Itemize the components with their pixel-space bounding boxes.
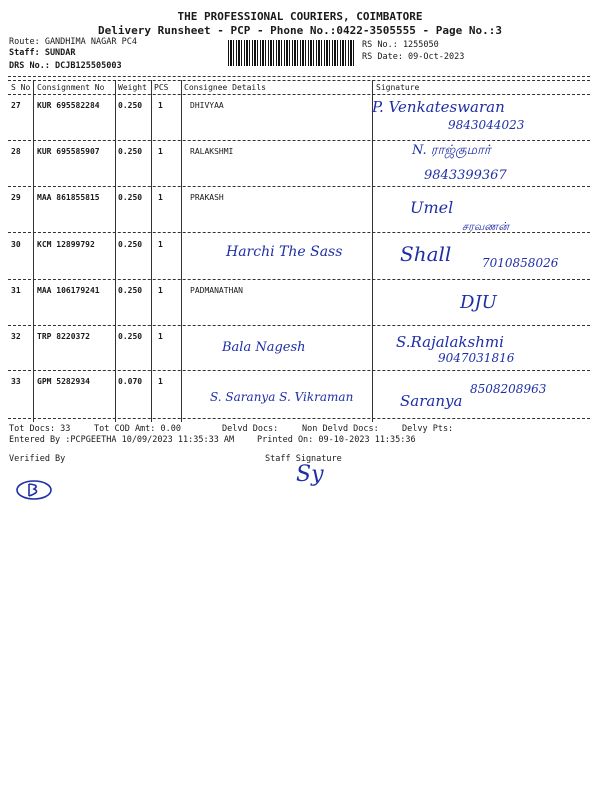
receiver-name-handwriting: Bala Nagesh — [222, 340, 306, 355]
rule-line — [8, 76, 590, 77]
col-signature: Signature — [376, 83, 420, 92]
rule-line — [8, 80, 590, 81]
col-weight: Weight — [118, 83, 147, 92]
col-consignee: Consignee Details — [184, 83, 266, 92]
document-title: THE PROFESSIONAL COURIERS, COIMBATORE — [177, 10, 423, 23]
col-sno: S No — [11, 83, 31, 92]
cell-consignment: MAA 861855815 — [37, 193, 100, 202]
cell-consignment: GPM 5282934 — [37, 377, 90, 386]
row-divider — [8, 279, 590, 280]
signature-handwriting: Umel — [410, 198, 454, 217]
cell-sno: 28 — [11, 147, 21, 156]
cell-sno: 30 — [11, 240, 21, 249]
non-delivered-docs: Non Delvd Docs: — [302, 424, 379, 434]
signature-phone: 7010858026 — [482, 256, 559, 270]
verified-by-label: Verified By — [9, 454, 66, 464]
drs-number: DRS No.: DCJB125505003 — [9, 61, 122, 71]
cell-sno: 32 — [11, 332, 21, 341]
cell-consignment: KCM 12899792 — [37, 240, 95, 249]
total-docs: Tot Docs: 33 — [9, 424, 71, 434]
signature-phone: 9843044023 — [448, 118, 525, 132]
total-cod-amount: Tot COD Amt: 0.00 — [94, 424, 181, 434]
entered-by: Entered By :PCPGEETHA 10/09/2023 11:35:33 AM — [9, 435, 235, 445]
col-pcs: PCS — [154, 83, 169, 92]
cell-consignee: PRAKASH — [190, 193, 224, 202]
cell-sno: 33 — [11, 377, 21, 386]
signature-handwriting: Saranya — [400, 392, 463, 410]
receiver-name-handwriting: S. Saranya S. Vikraman — [210, 390, 354, 404]
cell-pcs: 1 — [158, 240, 163, 249]
staff-label: Staff: SUNDAR — [9, 48, 76, 58]
signature-handwriting: P. Venkateswaran — [372, 98, 505, 116]
row-divider — [8, 140, 590, 141]
cell-consignment: MAA 106179241 — [37, 286, 100, 295]
cell-sno: 29 — [11, 193, 21, 202]
cell-consignment: KUR 695585907 — [37, 147, 100, 156]
cell-weight: 0.070 — [118, 377, 143, 386]
signature-handwriting: N. ராஜ்குமார் — [412, 143, 491, 158]
signature-handwriting: S.Rajalakshmi — [396, 333, 504, 351]
cell-pcs: 1 — [158, 193, 163, 202]
cell-weight: 0.250 — [118, 332, 143, 341]
cell-consignment: KUR 695582284 — [37, 101, 100, 110]
rule-line — [8, 94, 590, 95]
document-subtitle: Delivery Runsheet - PCP - Phone No.:0422-3505555 - Page No.:3 — [98, 24, 502, 37]
staff-signature-handwriting: Sy — [296, 462, 324, 487]
row-divider — [8, 232, 590, 233]
row-divider — [8, 418, 590, 419]
cell-consignment: TRP 8220372 — [37, 332, 90, 341]
row-divider — [8, 370, 590, 371]
cell-consignee: DHIVYAA — [190, 101, 224, 110]
route-label: Route: GANDHIMA NAGAR PC4 — [9, 37, 137, 47]
signature-phone: 9047031816 — [438, 351, 515, 365]
signature-phone: 8508208963 — [470, 382, 547, 396]
barcode — [228, 40, 356, 66]
rs-number: RS No.: 1255050 — [362, 40, 439, 50]
signature-handwriting: Shall — [400, 242, 452, 266]
delivered-docs: Delvd Docs: — [222, 424, 279, 434]
verified-stamp-icon — [14, 478, 54, 502]
cell-weight: 0.250 — [118, 147, 143, 156]
receiver-name-handwriting: Harchi The Sass — [226, 244, 343, 260]
cell-pcs: 1 — [158, 147, 163, 156]
cell-consignee: RALAKSHMI — [190, 147, 234, 156]
signature-handwriting: DJU — [460, 292, 497, 313]
cell-weight: 0.250 — [118, 101, 143, 110]
staff-signature-label: Staff Signature — [265, 454, 342, 464]
signature-phone: 9843399367 — [424, 168, 507, 183]
printed-on: Printed On: 09-10-2023 11:35:36 — [257, 435, 416, 445]
row-divider — [8, 325, 590, 326]
cell-weight: 0.250 — [118, 286, 143, 295]
rs-date: RS Date: 09-Oct-2023 — [362, 52, 465, 62]
cell-pcs: 1 — [158, 332, 163, 341]
cell-pcs: 1 — [158, 377, 163, 386]
cell-pcs: 1 — [158, 101, 163, 110]
cell-consignee: PADMANATHAN — [190, 286, 243, 295]
signature-phone: சரவணன் — [462, 220, 509, 233]
cell-weight: 0.250 — [118, 240, 143, 249]
cell-sno: 31 — [11, 286, 21, 295]
cell-weight: 0.250 — [118, 193, 143, 202]
row-divider — [8, 186, 590, 187]
cell-pcs: 1 — [158, 286, 163, 295]
col-consignment: Consignment No — [37, 83, 105, 92]
cell-sno: 27 — [11, 101, 21, 110]
delivery-points: Delvy Pts: — [402, 424, 454, 434]
